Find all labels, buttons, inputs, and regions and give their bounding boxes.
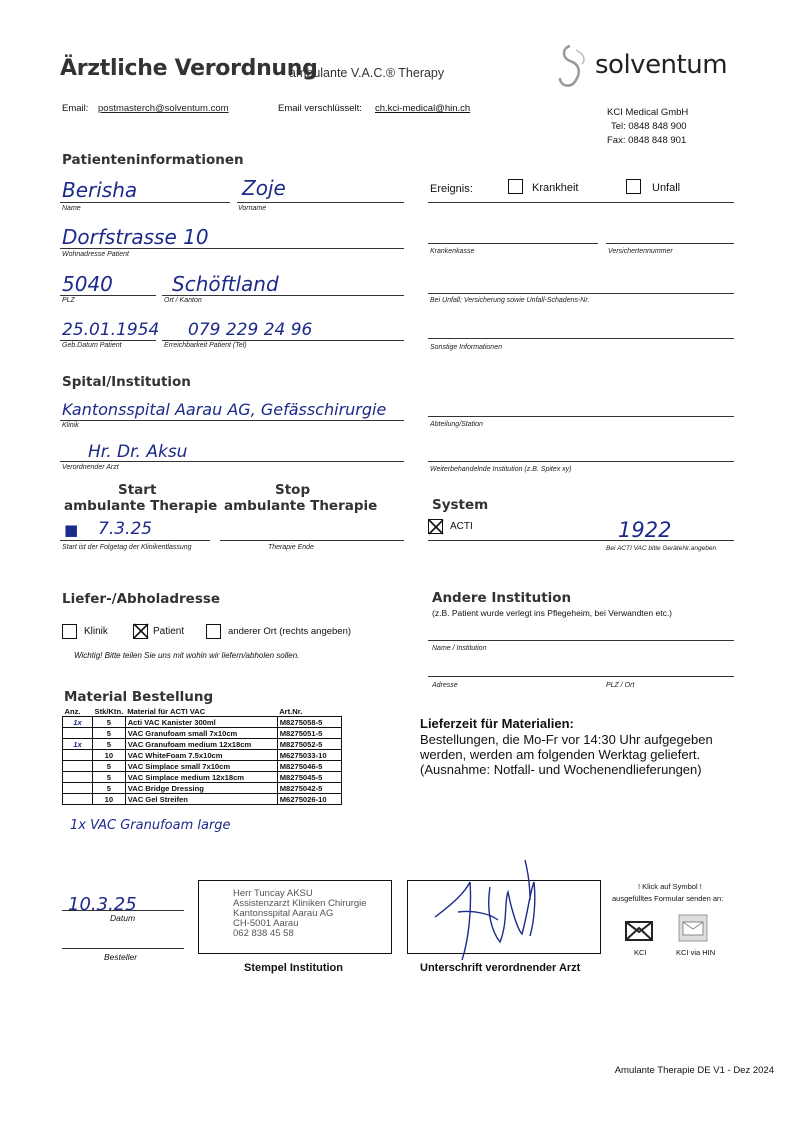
material-pack-cell: 5 — [93, 739, 126, 750]
material-artnr-cell: M6275033-10 — [277, 750, 341, 761]
material-artnr-cell: M6275026-10 — [277, 794, 341, 805]
material-name-cell: VAC WhiteFoam 7.5x10cm — [125, 750, 277, 761]
checkmark-x-icon — [427, 518, 445, 536]
start-strike-mark: ■ — [64, 521, 79, 539]
patient-city-label: Ort / Kanton — [164, 297, 202, 304]
company-name: KCI Medical GmbH — [607, 107, 689, 118]
patient-phone-value[interactable]: 079 229 24 96 — [188, 320, 313, 340]
lieferzeit-text: Bestellungen, die Mo-Fr vor 14:30 Uhr aufgegeben werden, werden am folgenden Werktag geliefert. (Ausnahme: Notfall- und Wochenendlieferungen) — [420, 732, 713, 777]
stamp-text — [233, 889, 367, 939]
signature-label: Unterschrift verordnender Arzt — [420, 962, 581, 974]
patient-dob-label: Geb.Datum Patient — [62, 342, 122, 349]
material-qty-cell[interactable]: 1x — [63, 739, 93, 750]
material-row[interactable] — [63, 750, 342, 761]
system-section-title: System — [432, 497, 489, 513]
other-institution-plz-label: PLZ / Ort — [606, 682, 635, 689]
stamp-line-2: Assistenzarzt Kliniken Chirurgie — [233, 898, 367, 909]
delivery-section-title: Liefer-/Abholadresse — [62, 591, 221, 607]
company-tel: Tel: 0848 848 900 — [611, 121, 687, 132]
patient-address-value[interactable]: Dorfstrasse 10 — [62, 225, 209, 249]
other-institution-note: (z.B. Patient wurde verlegt ins Pflegeheim, bei Verwandten etc.) — [432, 608, 673, 618]
material-row[interactable] — [63, 761, 342, 772]
form-title: Ärztliche Verordnung — [60, 56, 318, 81]
start-title-1: Start — [118, 482, 157, 498]
material-section-title: Material Bestellung — [64, 689, 214, 705]
patient-phone-label: Erreichbarkeit Patient (Tel) — [164, 342, 247, 349]
patient-address-label: Wohnadresse Patient — [62, 251, 129, 258]
patient-section-title: Patienteninformationen — [62, 152, 244, 168]
insurance-label: Krankenkasse — [430, 248, 475, 255]
kci-hin-label: KCI via HIN — [676, 948, 716, 957]
material-pack-cell: 10 — [93, 750, 126, 761]
material-qty-cell[interactable]: 1x — [63, 717, 93, 728]
patient-city-value[interactable]: Schöftland — [172, 272, 279, 296]
patient-plz-value[interactable]: 5040 — [62, 272, 113, 296]
footer-version: Amulante Therapie DE V1 - Dez 2024 — [614, 1065, 774, 1076]
material-pack-cell: 5 — [93, 772, 126, 783]
mail-hin-icon[interactable] — [678, 914, 708, 942]
illness-checkbox[interactable] — [508, 179, 523, 194]
end-label: Therapie Ende — [268, 544, 314, 551]
material-name-cell: Acti VAC Kanister 300ml — [125, 717, 277, 728]
start-date-value[interactable]: 7.3.25 — [98, 519, 153, 539]
material-name-cell: VAC Gel Streifen — [125, 794, 277, 805]
material-table — [62, 707, 342, 805]
lieferzeit-title: Lieferzeit für Materialien: — [420, 716, 574, 731]
stamp-line-1: Herr Tuncay AKSU — [233, 888, 313, 899]
click-note: ! Klick auf Symbol ! — [638, 882, 702, 891]
followup-label: Weiterbehandelnde Institution (z.B. Spitex xy) — [430, 466, 572, 473]
material-row[interactable] — [63, 739, 342, 750]
other-institution-section-title: Andere Institution — [432, 590, 572, 606]
checkmark-x-icon — [132, 622, 150, 640]
doctor-value[interactable]: Hr. Dr. Aksu — [88, 442, 188, 462]
patient-firstname-label: Vorname — [238, 205, 267, 212]
delivery-other-checkbox[interactable] — [206, 624, 221, 639]
material-row[interactable] — [63, 728, 342, 739]
material-extra-line[interactable]: 1x VAC Granufoam large — [70, 818, 231, 833]
accident-label: Unfall — [652, 182, 681, 194]
email-enc-label: Email verschlüsselt: — [278, 103, 362, 114]
sign-date-value[interactable]: 10.3.25 — [68, 894, 137, 915]
stamp-line-4: CH-5001 Aarau — [233, 918, 299, 929]
patient-firstname-value[interactable]: Zoje — [242, 176, 286, 200]
accident-insurance-label: Bei Unfall; Versicherung sowie Unfall-Schadens-Nr. — [430, 297, 590, 304]
material-artnr-cell: M8275058-5 — [277, 717, 341, 728]
form-subtitle: ambulante V.A.C.® Therapy — [289, 66, 445, 80]
material-name-cell: VAC Simplace medium 12x18cm — [125, 772, 277, 783]
patient-name-value[interactable]: Berisha — [62, 178, 138, 202]
material-artnr-cell: M8275045-5 — [277, 772, 341, 783]
patient-dob-value[interactable]: 25.01.1954 — [62, 320, 160, 340]
material-pack-cell: 10 — [93, 794, 126, 805]
stop-title-1: Stop — [275, 482, 311, 498]
material-artnr-cell: M8275046-5 — [277, 761, 341, 772]
doctor-label: Verordnender Arzt — [62, 464, 119, 471]
patient-plz-label: PLZ — [62, 297, 75, 304]
material-artnr-cell: M8275051-5 — [277, 728, 341, 739]
material-name-cell: VAC Granufoam small 7x10cm — [125, 728, 277, 739]
material-qty-cell[interactable] — [63, 772, 93, 783]
material-qty-cell[interactable] — [63, 783, 93, 794]
col-artnr: Art.Nr. — [277, 707, 341, 717]
email-label: Email: — [62, 103, 89, 114]
device-no-value[interactable]: 1922 — [618, 518, 672, 542]
sign-date-label: Datum — [110, 913, 136, 923]
brand-name: solventum — [595, 50, 728, 80]
stamp-line-3: Kantonsspital Aarau AG — [233, 908, 334, 919]
delivery-clinic-label: Klinik — [84, 626, 108, 637]
material-row[interactable] — [63, 794, 342, 805]
patient-name-label: Name — [62, 205, 81, 212]
delivery-patient-label: Patient — [153, 626, 185, 637]
material-qty-cell[interactable] — [63, 794, 93, 805]
other-info-label: Sonstige Informationen — [430, 344, 502, 351]
material-name-cell: VAC Granufoam medium 12x18cm — [125, 739, 277, 750]
department-label: Abteilung/Station — [430, 421, 483, 428]
start-label: Start ist der Folgetag der Klinikentlassung — [62, 544, 192, 551]
delivery-note: Wichtig! Bitte teilen Sie uns mit wohin wir liefern/abholen sollen. — [74, 651, 300, 660]
acti-label: ACTI — [450, 521, 473, 532]
accident-checkbox[interactable] — [626, 179, 641, 194]
event-label: Ereignis: — [430, 183, 473, 195]
device-no-label: Bei ACTI VAC bitte GeräteNr.angeben — [606, 545, 717, 552]
company-fax: Fax: 0848 848 901 — [607, 135, 687, 146]
material-row[interactable] — [63, 772, 342, 783]
stamp-label: Stempel Institution — [244, 962, 343, 974]
material-artnr-cell: M8275042-5 — [277, 783, 341, 794]
clinic-value[interactable]: Kantonsspital Aarau AG, Gefässchirurgie — [62, 400, 387, 419]
material-row[interactable] — [63, 717, 342, 728]
material-qty-cell[interactable] — [63, 750, 93, 761]
clinic-label: Klinik — [62, 422, 79, 429]
material-pack-cell: 5 — [93, 728, 126, 739]
material-qty-cell[interactable] — [63, 728, 93, 739]
illness-label: Krankheit — [532, 182, 579, 194]
col-anz: Anz. — [63, 707, 93, 717]
email-enc-link[interactable]: ch.kci-medical@hin.ch — [375, 103, 471, 114]
material-row[interactable] — [63, 783, 342, 794]
other-institution-address-label: Adresse — [432, 682, 458, 689]
insured-no-label: Versichertennummer — [608, 248, 673, 255]
other-institution-name-label: Name / Institution — [432, 645, 487, 652]
solventum-logo-icon — [556, 44, 590, 88]
send-note: ausgefülltes Formular senden an: — [612, 894, 724, 903]
material-artnr-cell: M8275052-5 — [277, 739, 341, 750]
email-link[interactable]: postmasterch@solventum.com — [98, 103, 229, 114]
material-qty-cell[interactable] — [63, 761, 93, 772]
kci-label: KCI — [634, 948, 647, 957]
delivery-other-label: anderer Ort (rechts angeben) — [228, 626, 352, 637]
material-name-cell: VAC Simplace small 7x10cm — [125, 761, 277, 772]
mail-kci-icon[interactable] — [624, 916, 654, 942]
material-name-cell: VAC Bridge Dressing — [125, 783, 277, 794]
col-stk: Stk/Ktn. — [94, 707, 124, 716]
col-material: Material für ACTI VAC — [125, 707, 277, 717]
institution-section-title: Spital/Institution — [62, 374, 191, 390]
delivery-clinic-checkbox[interactable] — [62, 624, 77, 639]
stop-title-2: ambulante Therapie — [224, 498, 378, 514]
handwritten-signature — [430, 852, 560, 972]
material-pack-cell: 5 — [93, 761, 126, 772]
material-pack-cell: 5 — [93, 783, 126, 794]
orderer-label: Besteller — [104, 952, 138, 962]
stamp-line-5: 062 838 45 58 — [233, 928, 294, 939]
start-title-2: ambulante Therapie — [64, 498, 218, 514]
material-pack-cell: 5 — [93, 717, 126, 728]
